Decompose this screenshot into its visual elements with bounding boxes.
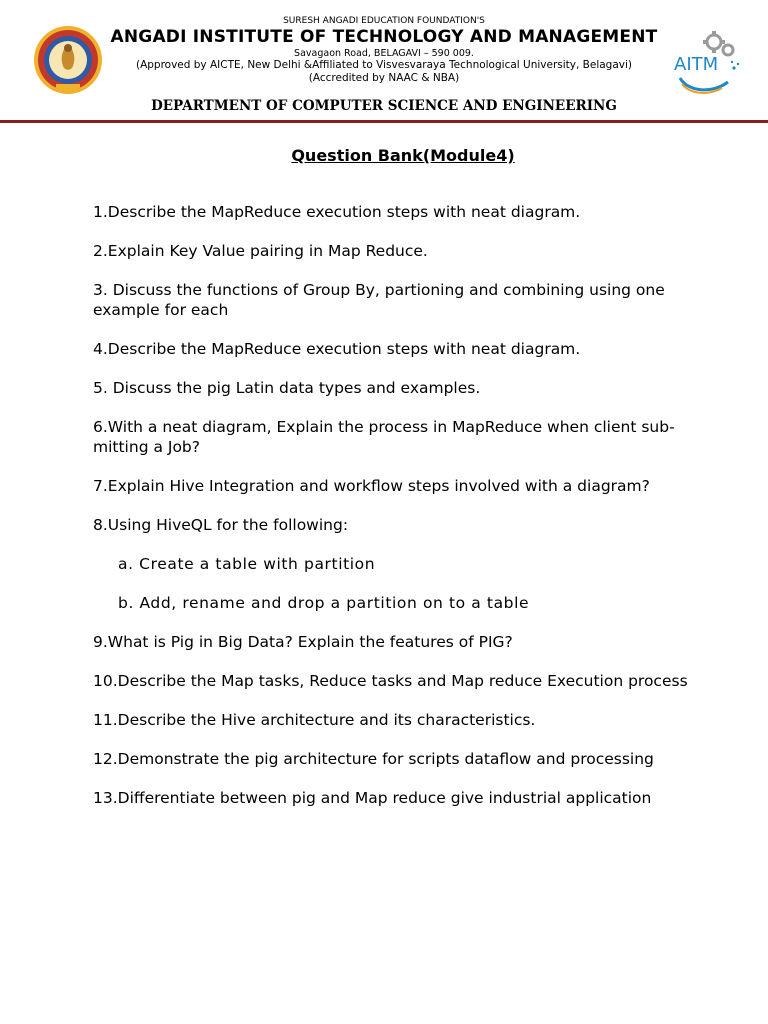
document-header [0, 0, 768, 124]
question-5: 5. Discuss the pig Latin data types and examples. [93, 379, 481, 397]
institute-emblem [30, 24, 106, 96]
question-2: 2.Explain Key Value pairing in Map Reduce. [93, 242, 428, 260]
question-13: 13.Differentiate between pig and Map reduce give industrial application [93, 789, 652, 807]
question-8: 8.Using HiveQL for the following: [93, 516, 349, 534]
question-list [93, 202, 713, 827]
institute-name: ANGADI INSTITUTE OF TECHNOLOGY AND MANAGEMENT [110, 27, 658, 47]
question-bank-title: Question Bank(Module4) [291, 146, 515, 165]
question-12: 12.Demonstrate the pig architecture for scripts dataflow and processing [93, 750, 654, 768]
approval-note: (Approved by AICTE, New Delhi &Affiliated to Visvesvaraya Technological University, Belagavi) [135, 59, 633, 71]
question-11: 11.Describe the Hive architecture and its characteristics. [93, 711, 536, 729]
question-7: 7.Explain Hive Integration and workflow steps involved with a diagram? [93, 477, 650, 495]
accreditation-note: (Accredited by NAAC & NBA) [308, 72, 460, 84]
question-10: 10.Describe the Map tasks, Reduce tasks and Map reduce Execution process [93, 672, 688, 690]
question-6: 6.With a neat diagram, Explain the process in MapReduce when client sub-mitting a Job? [93, 418, 675, 456]
question-1: 1.Describe the MapReduce execution steps with neat diagram. [93, 203, 581, 221]
question-9: 9.What is Pig in Big Data? Explain the features of PIG? [93, 633, 513, 651]
department-name: DEPARTMENT OF COMPUTER SCIENCE AND ENGINEERING [151, 98, 617, 114]
aitm-logo [672, 28, 744, 100]
question-8b: b. Add, rename and drop a partition on to a table [118, 594, 530, 612]
question-8a: a. Create a table with partition [118, 555, 376, 573]
foundation-name: SURESH ANGADI EDUCATION FOUNDATION'S [283, 16, 485, 26]
header-divider [0, 120, 768, 123]
institute-address: Savagaon Road, BELAGAVI – 590 009. [294, 48, 474, 59]
aitm-logo-text: AITM [674, 54, 719, 75]
question-4: 4.Describe the MapReduce execution steps with neat diagram. [93, 340, 581, 358]
question-3: 3. Discuss the functions of Group By, partioning and combining using one example for each [93, 281, 665, 319]
